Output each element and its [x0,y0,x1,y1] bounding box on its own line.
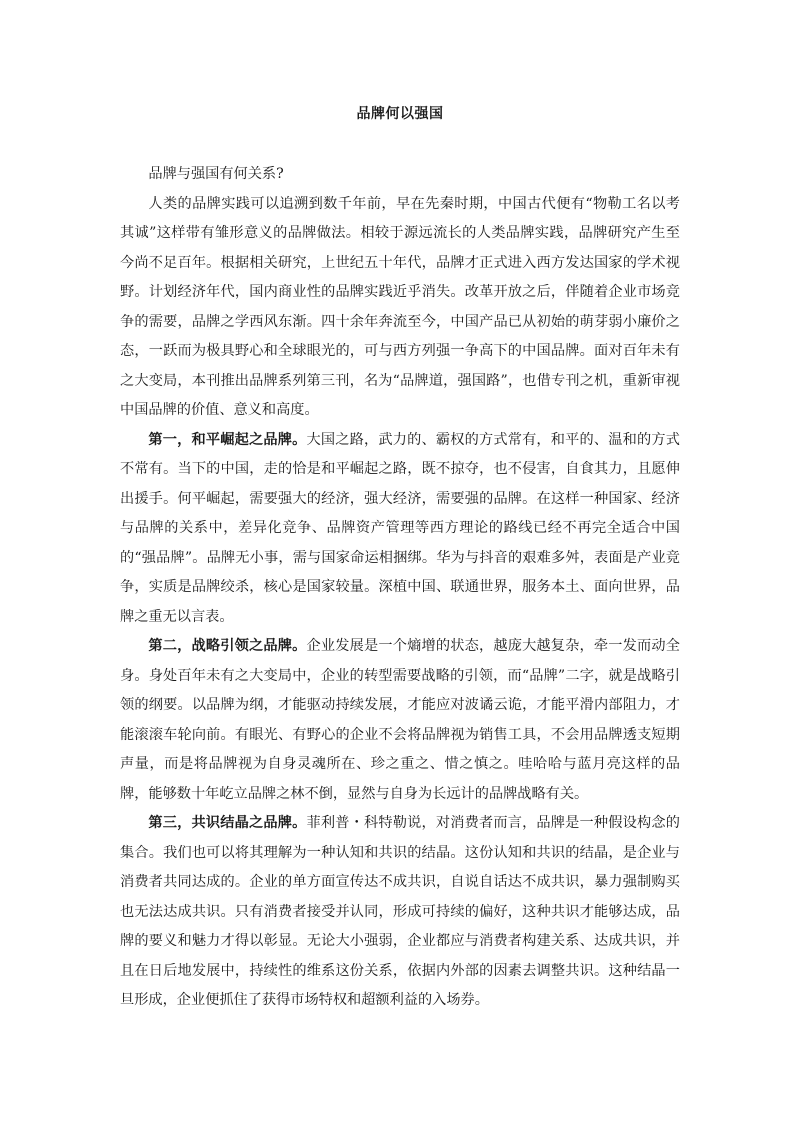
intro-paragraph: 人类的品牌实践可以追溯到数千年前，早在先秦时期，中国古代便有“物勒工名以考其诚”这样带有雏形意义的品牌做法。相较于源远流长的人类品牌实践，品牌研究产生至今尚不足百年。根据相关研究，上世纪五十年代，品牌才正式进入西方发达国家的学术视野。计划经济年代，国内商业性的品牌实践近乎消失。改革开放之后，伴随着企业市场竞争的需要，品牌之学西风东渐。四十余年奔流至今，中国产品已从初始的萌芽弱小廉价之态，一跃而为极具野心和全球眼光的，可与西方列强一争高下的中国品牌。面对百年未有之大变局，本刊推出品牌系列第三刊，名为“品牌道，强国路”，也借专刊之机，重新审视中国品牌的价值、意义和高度。 [120,195,680,418]
section-text-1: 大国之路，武力的、霸权的方式常有，和平的、温和的方式不常有。当下的中国，走的恰是和平崛起之路，既不掠夺，也不侵害，自食其力，且愿伸出援手。何平崛起，需要强大的经济，强大经济，需要强的品牌。在这样一种国家、经济与品牌的关系中，差异化竞争、品牌资产管理等西方理论的路线已经不再完全适合中国的“强品牌”。品牌无小事，需与国家命运相捆绑。华为与抖音的艰难多舛，表面是产业竞争，实质是品牌绞杀，核心是国家较量。深植中国、联通世界，服务本土、面向世界，品牌之重无以言表。 [120,431,680,625]
section-heading-2: 第二，战略引领之品牌。 [148,638,307,654]
opening-question: 品牌与强国有何关系? [148,166,284,182]
document-title: 品牌何以强国 [356,106,444,122]
section-paragraph-1 [120,426,680,633]
section-heading-1: 第一，和平崛起之品牌。 [148,431,307,448]
section-paragraph-3 [120,809,680,1016]
section-paragraph-2 [120,632,680,809]
section-heading-3: 第三，共识结晶之品牌。 [148,815,307,831]
document-body [120,160,680,1016]
section-text-2: 企业发展是一个熵增的状态，越庞大越复杂，牵一发而动全身。身处百年未有之大变局中，企业的转型需要战略的引领，而“品牌”二字，就是战略引领的纲要。以品牌为纲，才能驱动持续发展，才能应对波谲云诡，才能平滑内部阻力，才能滚滚车轮向前。有眼光、有野心的企业不会将品牌视为销售工具，不会用品牌透支短期声量，而是将品牌视为自身灵魂所在、珍之重之、惜之慎之。哇哈哈与蓝月亮这样的品牌，能够数十年屹立品牌之林不倒，显然与自身为长远计的品牌战略有关。 [120,638,680,802]
section-text-3: 菲利普・科特勒说，对消费者而言，品牌是一种假设构念的集合。我们也可以将其理解为一种认知和共识的结晶。这份认知和共识的结晶，是企业与消费者共同达成的。企业的单方面宣传达不成共识，自说自话达不成共识，暴力强制购买也无法达成共识。只有消费者接受并认同，形成可持续的偏好，这种共识才能够达成，品牌的要义和魅力才得以彰显。无论大小强弱，企业都应与消费者构建关系、达成共识，并且在日后地发展中，持续性的维系这份关系，依据内外部的因素去调整共识。这种结晶一旦形成，企业便抓住了获得市场特权和超额利益的入场券。 [120,815,680,1008]
